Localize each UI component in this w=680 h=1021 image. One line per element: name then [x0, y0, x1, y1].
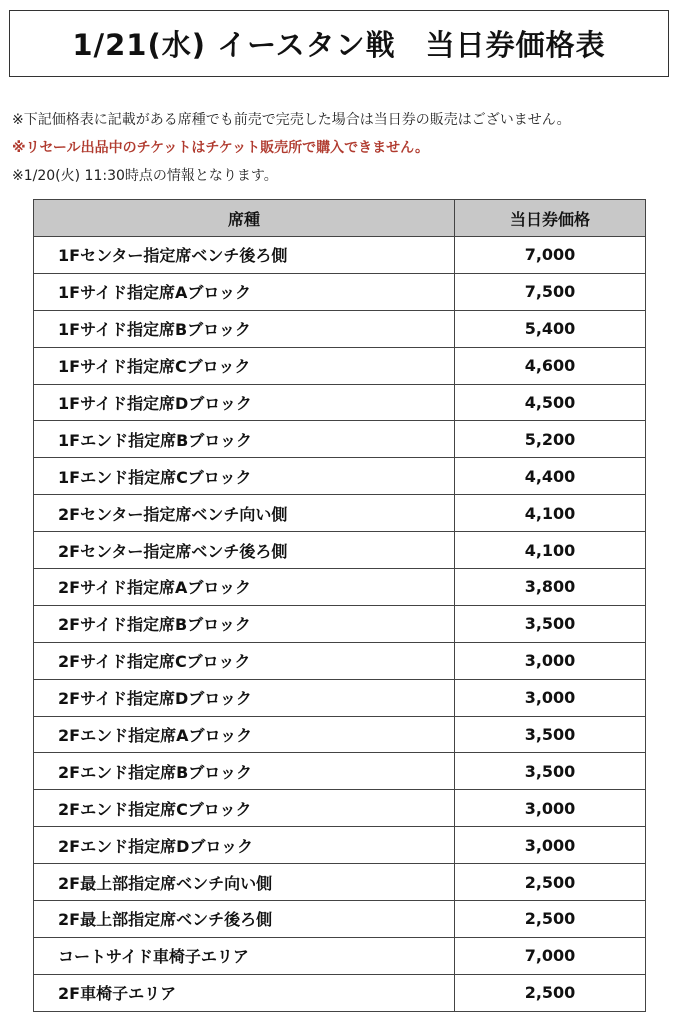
seat-type-cell: 2Fエンド指定席Bブロック [34, 753, 455, 790]
table-row [34, 458, 646, 495]
price-cell: 7,500 [455, 273, 646, 310]
price-cell: 4,600 [455, 347, 646, 384]
seat-type-cell: 1Fエンド指定席Cブロック [34, 458, 455, 495]
table-row [34, 753, 646, 790]
price-cell: 3,000 [455, 827, 646, 864]
price-cell: 4,400 [455, 458, 646, 495]
price-cell: 7,000 [455, 237, 646, 274]
table-row [34, 605, 646, 642]
note-sold-out: ※下記価格表に記載がある席種でも前売で完売した場合は当日券の販売はございません。 [12, 112, 571, 128]
price-cell: 5,400 [455, 310, 646, 347]
seat-type-cell: 1Fセンター指定席ベンチ後ろ側 [34, 237, 455, 274]
seat-type-cell: 2Fセンター指定席ベンチ向い側 [34, 495, 455, 532]
table-row [34, 974, 646, 1011]
price-cell: 3,500 [455, 716, 646, 753]
price-cell: 4,100 [455, 532, 646, 569]
table-row [34, 237, 646, 274]
price-cell: 4,100 [455, 495, 646, 532]
table-row [34, 937, 646, 974]
seat-type-cell: 2Fサイド指定席Aブロック [34, 569, 455, 606]
price-cell: 2,500 [455, 974, 646, 1011]
table-row [34, 569, 646, 606]
table-row [34, 864, 646, 901]
seat-type-cell: 1Fサイド指定席Cブロック [34, 347, 455, 384]
price-cell: 3,000 [455, 790, 646, 827]
seat-type-cell: 2Fエンド指定席Aブロック [34, 716, 455, 753]
price-cell: 3,800 [455, 569, 646, 606]
price-cell: 3,000 [455, 642, 646, 679]
table-row [34, 495, 646, 532]
table-row [34, 679, 646, 716]
price-cell: 3,000 [455, 679, 646, 716]
price-cell: 5,200 [455, 421, 646, 458]
table-row [34, 310, 646, 347]
price-cell: 3,500 [455, 753, 646, 790]
table-row [34, 901, 646, 938]
price-cell: 4,500 [455, 384, 646, 421]
seat-type-cell: 2F最上部指定席ベンチ後ろ側 [34, 901, 455, 938]
note-resale-warning: ※リセール出品中のチケットはチケット販売所で購入できません。 [12, 140, 429, 156]
table-row [34, 347, 646, 384]
price-cell: 2,500 [455, 901, 646, 938]
table-row [34, 790, 646, 827]
seat-type-cell: 2Fサイド指定席Cブロック [34, 642, 455, 679]
header-price: 当日券価格 [455, 200, 646, 237]
table-row [34, 273, 646, 310]
table-header-row [34, 200, 646, 237]
seat-type-cell: 1Fエンド指定席Bブロック [34, 421, 455, 458]
table-row [34, 421, 646, 458]
seat-type-cell: 2Fセンター指定席ベンチ後ろ側 [34, 532, 455, 569]
table-row [34, 642, 646, 679]
seat-type-cell: 2Fサイド指定席Bブロック [34, 605, 455, 642]
table-row [34, 384, 646, 421]
seat-type-cell: 1Fサイド指定席Dブロック [34, 384, 455, 421]
page-title: 1/21(水) イースタン戦 当日券価格表 [9, 10, 669, 77]
seat-type-cell: 1Fサイド指定席Bブロック [34, 310, 455, 347]
seat-type-cell: 1Fサイド指定席Aブロック [34, 273, 455, 310]
table-row [34, 532, 646, 569]
table-row [34, 827, 646, 864]
seat-type-cell: 2Fサイド指定席Dブロック [34, 679, 455, 716]
price-cell: 2,500 [455, 864, 646, 901]
seat-type-cell: 2F最上部指定席ベンチ向い側 [34, 864, 455, 901]
price-table [33, 199, 646, 1012]
note-info-time: ※1/20(火) 11:30時点の情報となります。 [12, 168, 278, 184]
seat-type-cell: 2F車椅子エリア [34, 974, 455, 1011]
seat-type-cell: コートサイド車椅子エリア [34, 937, 455, 974]
price-cell: 3,500 [455, 605, 646, 642]
price-cell: 7,000 [455, 937, 646, 974]
table-row [34, 716, 646, 753]
seat-type-cell: 2Fエンド指定席Cブロック [34, 790, 455, 827]
seat-type-cell: 2Fエンド指定席Dブロック [34, 827, 455, 864]
header-seat-type: 席種 [34, 200, 455, 237]
